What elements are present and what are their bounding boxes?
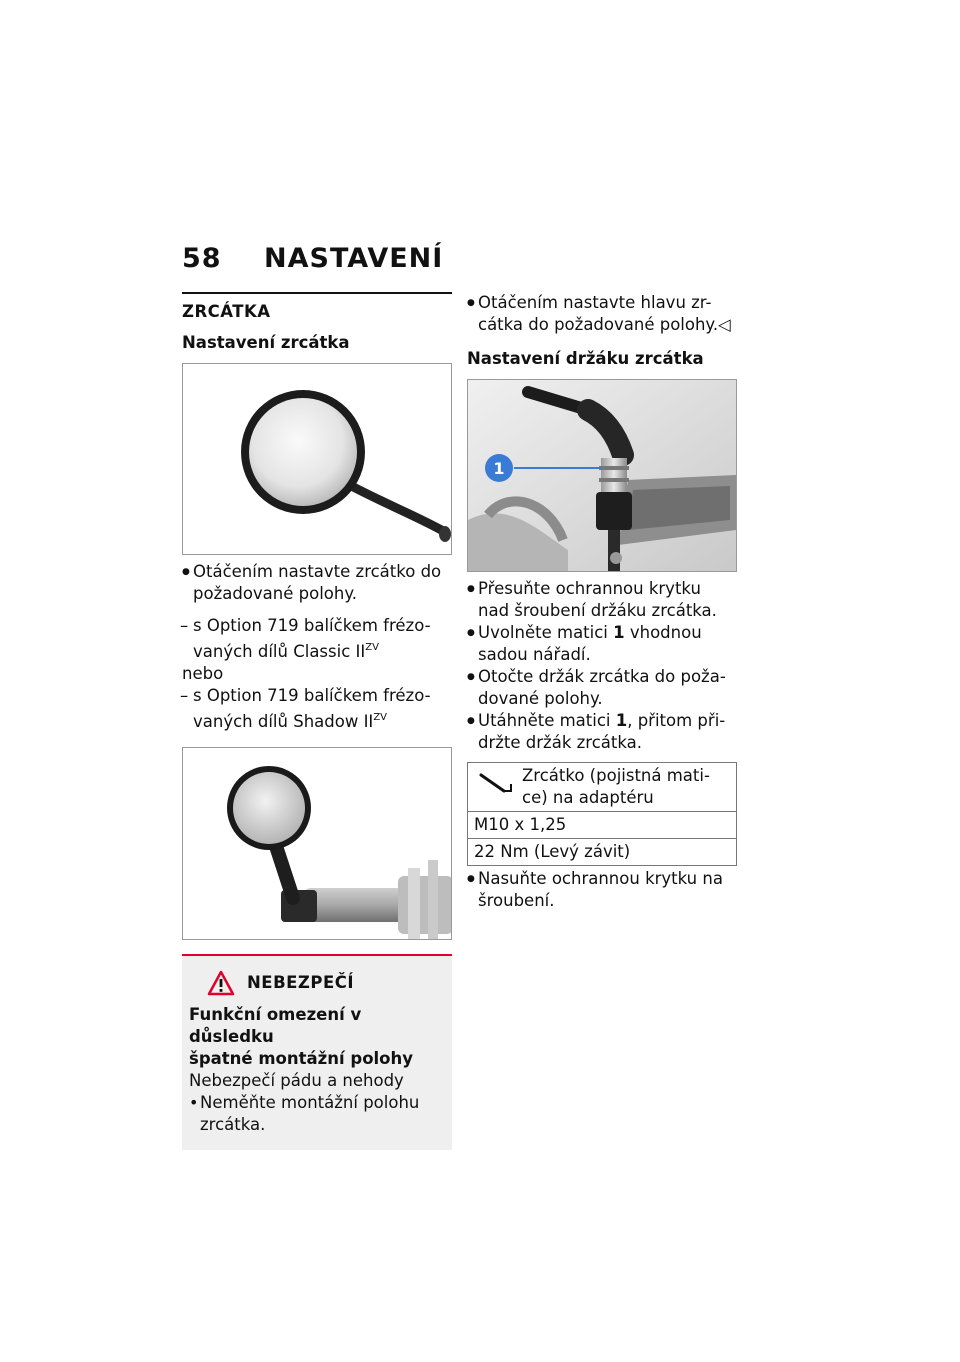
step-turn-mirror: ● Otáčením nastavte zrcátko do požadované polohy. <box>182 561 452 605</box>
subsection-title-holder: Nastavení držáku zrcátka <box>467 349 704 368</box>
section-title: ZRCÁTKA <box>182 302 271 321</box>
danger-notice <box>182 954 452 1150</box>
torque-spec-table <box>467 762 737 866</box>
section-rule <box>182 292 452 294</box>
option-shadow: – s Option 719 balíčkem frézo- vaných dílů Shadow $II^{ZV}$ <box>182 685 452 733</box>
left-column <box>182 292 452 1150</box>
or-word: nebo <box>182 664 224 683</box>
mirror-holder-image <box>467 379 737 572</box>
callout-label: 1 <box>493 459 505 478</box>
end-mark-icon: ◁ <box>718 315 731 334</box>
spec-thread-cell: M10 x 1,25 <box>468 812 737 839</box>
mirror-round-image <box>182 363 452 555</box>
step-turn-mirror-head: ● Otáčením nastavte hlavu zr- cátka do požadované polohy.◁ <box>467 292 737 336</box>
subsection-title-mirror: Nastavení zrcátka <box>182 333 350 352</box>
right-column <box>467 292 737 912</box>
page-header <box>182 243 443 274</box>
spec-torque-cell: 22 Nm (Levý závit) <box>468 839 737 866</box>
mirror-barend-image <box>182 747 452 940</box>
danger-title: NEBEZPEČÍ <box>247 973 355 992</box>
step-refit-cap: ● Nasuňte ochrannou krytku na šroubení. <box>467 868 737 912</box>
option-classic: – s Option 719 balíčkem frézo- vaných dílů Classic $II^{ZV}$ <box>182 615 452 663</box>
step-loosen-nut: ● Uvolněte matici 1 vhodnou sadou nářadí. <box>467 622 737 666</box>
step-tighten-nut: ● Utáhněte matici 1, přitom při- držte držák zrcátka. <box>467 710 737 754</box>
step-rotate-holder: ● Otočte držák zrcátka do poža- dované polohy. <box>467 666 737 710</box>
danger-consequence: Nebezpečí pádu a nehody <box>189 1071 404 1090</box>
danger-action: • Neměňte montážní polohu zrcátka. <box>189 1092 444 1136</box>
step-move-cap: ● Přesuňte ochrannou krytku nad šroubení držáku zrcátka. <box>467 578 737 622</box>
spec-label-cell: Zrcátko (pojistná mati- ce) na adaptéru <box>468 763 737 812</box>
warning-triangle-icon <box>207 970 235 996</box>
chapter-title: NASTAVENÍ <box>264 243 444 274</box>
torque-wrench-icon <box>478 771 514 797</box>
page-number: 58 <box>182 243 222 274</box>
danger-subtitle: Funkční omezení v důsledku špatné montážní polohy <box>189 1005 414 1068</box>
